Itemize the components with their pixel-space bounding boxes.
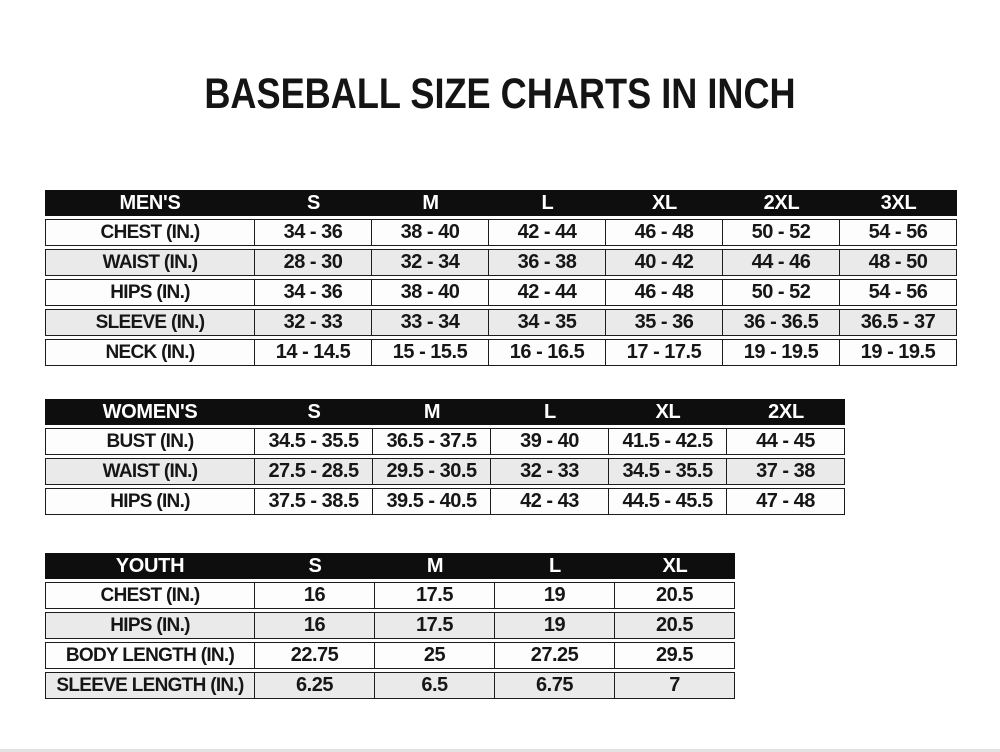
column-header: M: [373, 399, 491, 425]
size-cell: 44 - 46: [723, 249, 840, 276]
column-header: S: [255, 399, 373, 425]
page-title: BASEBALL SIZE CHARTS IN INCH: [204, 70, 796, 118]
table-row: [45, 219, 957, 246]
size-cell: 16 - 16.5: [489, 339, 606, 366]
size-cell: 46 - 48: [606, 219, 723, 246]
table-row: [45, 428, 845, 455]
size-cell: 17 - 17.5: [606, 339, 723, 366]
table-title-cell: WOMEN'S: [45, 399, 255, 425]
size-cell: 44.5 - 45.5: [609, 488, 727, 515]
size-cell: 22.75: [255, 642, 375, 669]
table-row: [45, 279, 957, 306]
size-cell: 46 - 48: [606, 279, 723, 306]
column-header: S: [255, 553, 375, 579]
womens-size-table: [45, 396, 845, 518]
size-cell: 36 - 36.5: [723, 309, 840, 336]
column-header: M: [372, 190, 489, 216]
table-row: [45, 249, 957, 276]
youth-size-table: [45, 550, 735, 702]
size-cell: 14 - 14.5: [255, 339, 372, 366]
table-row: [45, 339, 957, 366]
size-cell: 40 - 42: [606, 249, 723, 276]
size-cell: 20.5: [615, 582, 735, 609]
size-cell: 34 - 35: [489, 309, 606, 336]
table-row: [45, 582, 735, 609]
table-row: [45, 672, 735, 699]
size-cell: 34.5 - 35.5: [255, 428, 373, 455]
size-cell: 32 - 33: [491, 458, 609, 485]
size-cell: 39 - 40: [491, 428, 609, 455]
row-label: NECK (IN.): [45, 339, 255, 366]
table-row: [45, 642, 735, 669]
column-header: M: [375, 553, 495, 579]
row-label: WAIST (IN.): [45, 458, 255, 485]
size-cell: 48 - 50: [840, 249, 957, 276]
size-cell: 17.5: [375, 612, 495, 639]
size-cell: 16: [255, 582, 375, 609]
size-cell: 29.5 - 30.5: [373, 458, 491, 485]
size-cell: 54 - 56: [840, 279, 957, 306]
column-header: XL: [609, 399, 727, 425]
page-title-wrap: [0, 70, 1000, 119]
size-cell: 38 - 40: [372, 219, 489, 246]
size-cell: 34 - 36: [255, 279, 372, 306]
size-cell: 33 - 34: [372, 309, 489, 336]
table-row: [45, 309, 957, 336]
size-cell: 6.5: [375, 672, 495, 699]
size-cell: 19 - 19.5: [723, 339, 840, 366]
header-row: [45, 553, 735, 579]
row-label: HIPS (IN.): [45, 488, 255, 515]
size-cell: 7: [615, 672, 735, 699]
header-row: [45, 399, 845, 425]
column-header: L: [495, 553, 615, 579]
size-cell: 47 - 48: [727, 488, 845, 515]
size-cell: 28 - 30: [255, 249, 372, 276]
row-label: CHEST (IN.): [45, 582, 255, 609]
size-cell: 15 - 15.5: [372, 339, 489, 366]
size-cell: 44 - 45: [727, 428, 845, 455]
column-header: 3XL: [840, 190, 957, 216]
size-cell: 36 - 38: [489, 249, 606, 276]
row-label: SLEEVE (IN.): [45, 309, 255, 336]
size-cell: 35 - 36: [606, 309, 723, 336]
column-header: L: [489, 190, 606, 216]
mens-size-table: [45, 187, 957, 369]
size-cell: 16: [255, 612, 375, 639]
size-cell: 36.5 - 37: [840, 309, 957, 336]
size-cell: 37.5 - 38.5: [255, 488, 373, 515]
size-cell: 39.5 - 40.5: [373, 488, 491, 515]
size-cell: 50 - 52: [723, 279, 840, 306]
size-cell: 32 - 34: [372, 249, 489, 276]
row-label: BUST (IN.): [45, 428, 255, 455]
size-cell: 54 - 56: [840, 219, 957, 246]
column-header: S: [255, 190, 372, 216]
table-row: [45, 612, 735, 639]
row-label: HIPS (IN.): [45, 279, 255, 306]
table-title-cell: YOUTH: [45, 553, 255, 579]
size-cell: 6.75: [495, 672, 615, 699]
size-cell: 27.5 - 28.5: [255, 458, 373, 485]
size-cell: 19: [495, 582, 615, 609]
size-cell: 42 - 44: [489, 219, 606, 246]
row-label: CHEST (IN.): [45, 219, 255, 246]
size-cell: 25: [375, 642, 495, 669]
header-row: [45, 190, 957, 216]
size-cell: 41.5 - 42.5: [609, 428, 727, 455]
column-header: 2XL: [727, 399, 845, 425]
size-cell: 36.5 - 37.5: [373, 428, 491, 455]
row-label: HIPS (IN.): [45, 612, 255, 639]
size-cell: 19 - 19.5: [840, 339, 957, 366]
size-cell: 20.5: [615, 612, 735, 639]
size-cell: 32 - 33: [255, 309, 372, 336]
column-header: XL: [615, 553, 735, 579]
row-label: BODY LENGTH (IN.): [45, 642, 255, 669]
size-cell: 34.5 - 35.5: [609, 458, 727, 485]
size-cell: 17.5: [375, 582, 495, 609]
row-label: SLEEVE LENGTH (IN.): [45, 672, 255, 699]
table-row: [45, 458, 845, 485]
size-cell: 34 - 36: [255, 219, 372, 246]
size-cell: 37 - 38: [727, 458, 845, 485]
size-cell: 42 - 44: [489, 279, 606, 306]
table-title-cell: MEN'S: [45, 190, 255, 216]
size-cell: 38 - 40: [372, 279, 489, 306]
column-header: 2XL: [723, 190, 840, 216]
size-cell: 50 - 52: [723, 219, 840, 246]
column-header: XL: [606, 190, 723, 216]
table-row: [45, 488, 845, 515]
row-label: WAIST (IN.): [45, 249, 255, 276]
size-cell: 29.5: [615, 642, 735, 669]
size-cell: 27.25: [495, 642, 615, 669]
size-cell: 42 - 43: [491, 488, 609, 515]
column-header: L: [491, 399, 609, 425]
size-cell: 19: [495, 612, 615, 639]
size-cell: 6.25: [255, 672, 375, 699]
